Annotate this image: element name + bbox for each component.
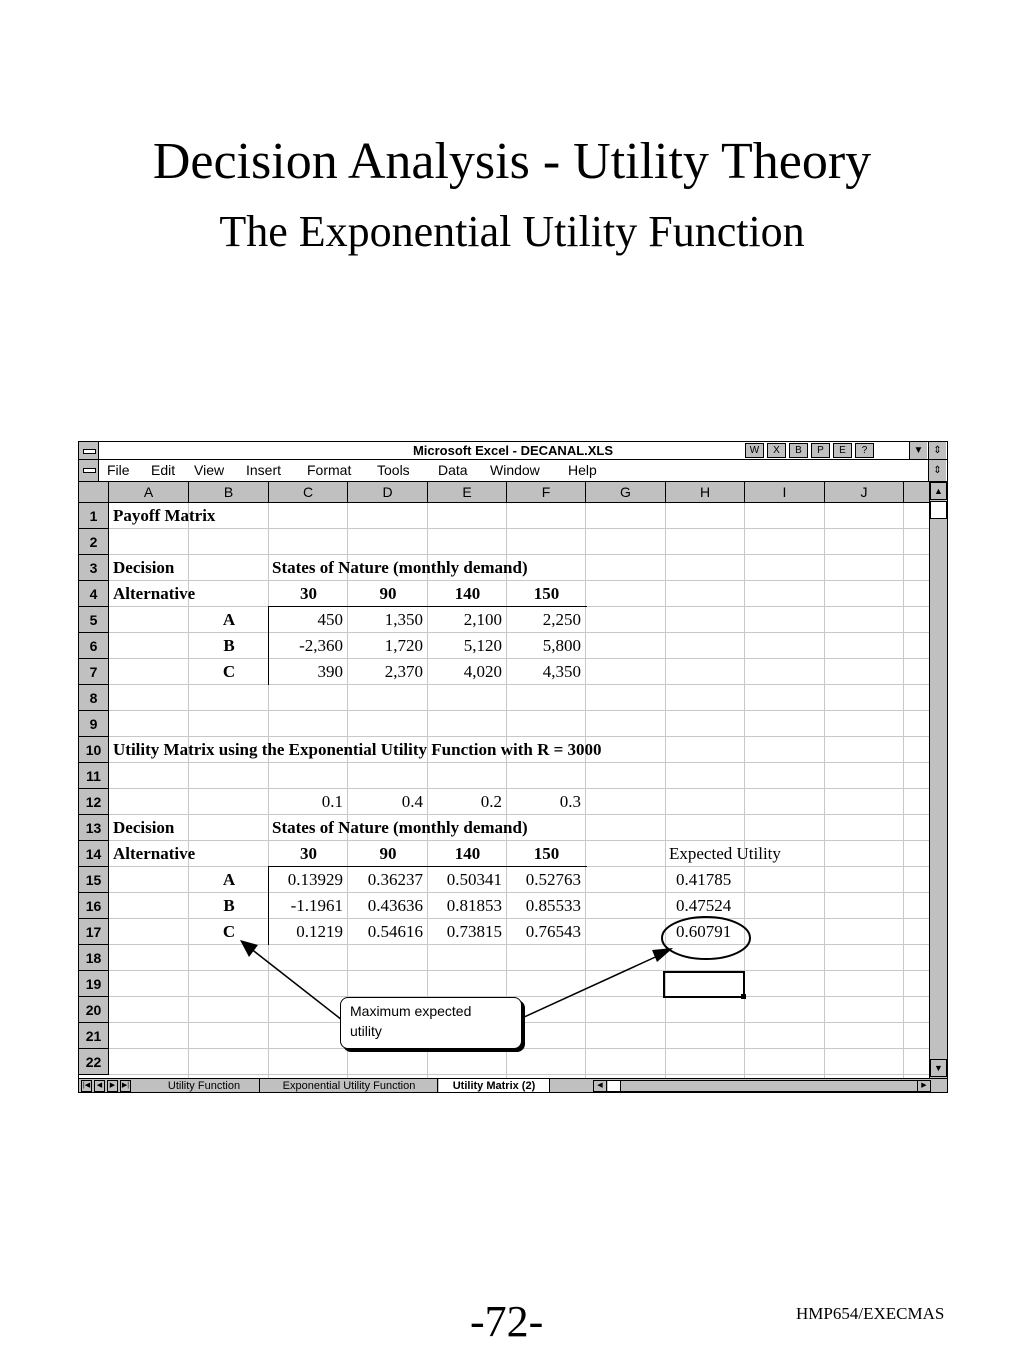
cell-payoff-alt[interactable]: B bbox=[223, 636, 235, 655]
row-header-13[interactable]: 13 bbox=[79, 815, 109, 841]
word-app-icon[interactable]: W bbox=[745, 443, 764, 458]
cell-utility-value[interactable]: -1.1961 bbox=[290, 896, 343, 915]
next-sheet-icon[interactable]: ▶ bbox=[107, 1080, 118, 1092]
cell-payoff-alternative[interactable]: Alternative bbox=[113, 584, 196, 603]
cell-expected-utility[interactable]: 0.41785 bbox=[676, 870, 732, 889]
cell-utility-alternative[interactable]: Alternative bbox=[113, 844, 196, 863]
presentation-app-icon[interactable]: P bbox=[811, 443, 830, 458]
tab-utility-function[interactable]: Utility Function bbox=[149, 1079, 260, 1093]
cell-probability[interactable]: 0.1 bbox=[321, 792, 343, 811]
footer-code: HMP654/EXECMAS bbox=[796, 1304, 945, 1323]
menu-window[interactable]: Window bbox=[490, 462, 540, 478]
cell-payoff-states-header[interactable]: States of Nature (monthly demand) bbox=[272, 558, 528, 577]
row-header-5[interactable]: 5 bbox=[79, 607, 109, 633]
cell-utility-value[interactable]: 0.54616 bbox=[367, 922, 423, 941]
tab-exponential-utility-function[interactable]: Exponential Utility Function bbox=[261, 1079, 438, 1093]
cell-utility-state[interactable]: 150 bbox=[533, 844, 560, 863]
callout-line-1: Maximum expected bbox=[350, 1003, 472, 1019]
cell-payoff-alt[interactable]: A bbox=[222, 610, 236, 629]
menu-format[interactable]: Format bbox=[307, 462, 352, 478]
cell-payoff-value[interactable]: 5,800 bbox=[542, 636, 581, 655]
cell-payoff-value[interactable]: 450 bbox=[317, 610, 343, 629]
cell-payoff-value[interactable]: 2,250 bbox=[542, 610, 581, 629]
cell-utility-states-header[interactable]: States of Nature (monthly demand) bbox=[272, 818, 528, 837]
cell-payoff-state[interactable]: 140 bbox=[454, 584, 481, 603]
column-header-j[interactable]: J bbox=[825, 482, 904, 503]
cell-utility-decision[interactable]: Decision bbox=[113, 818, 175, 837]
cell-payoff-value[interactable]: -2,360 bbox=[299, 636, 343, 655]
help-app-icon[interactable]: ? bbox=[855, 443, 874, 458]
worksheet-grid[interactable] bbox=[79, 482, 929, 1078]
select-all-corner[interactable] bbox=[79, 482, 109, 503]
cell-utility-alt[interactable]: A bbox=[222, 870, 236, 889]
grid-line bbox=[109, 528, 929, 529]
fill-handle[interactable] bbox=[741, 994, 746, 999]
row-header-18[interactable]: 18 bbox=[79, 945, 109, 971]
tab-utility-matrix-2[interactable]: Utility Matrix (2) bbox=[439, 1079, 550, 1093]
cell-utility-value[interactable]: 0.13929 bbox=[287, 870, 343, 889]
column-header-f[interactable]: F bbox=[507, 482, 586, 503]
cell-payoff-value[interactable]: 2,370 bbox=[384, 662, 423, 681]
mail-app-icon[interactable]: E bbox=[833, 443, 852, 458]
cell-payoff-value[interactable]: 4,020 bbox=[463, 662, 502, 681]
active-cell-cursor[interactable] bbox=[663, 971, 745, 998]
cell-probability[interactable]: 0.2 bbox=[480, 792, 502, 811]
utility-table-border-top bbox=[268, 866, 587, 867]
hscroll-thumb[interactable] bbox=[608, 1081, 621, 1091]
prev-sheet-icon[interactable]: ◀ bbox=[94, 1080, 105, 1092]
cell-expected-utility-header[interactable]: Expected Utility bbox=[669, 844, 781, 863]
row-header-14[interactable]: 14 bbox=[79, 841, 109, 867]
cell-utility-value[interactable]: 0.43636 bbox=[367, 896, 423, 915]
sheet-tab-bar bbox=[79, 1078, 947, 1093]
doc-restore-icon[interactable]: ⇕ bbox=[928, 460, 946, 481]
column-header-e[interactable]: E bbox=[428, 482, 507, 503]
window-title: Microsoft Excel - DECANAL.XLS bbox=[412, 443, 614, 458]
cell-payoff-value[interactable]: 1,720 bbox=[384, 636, 423, 655]
cell-payoff-state[interactable]: 90 bbox=[379, 584, 397, 603]
cell-utility-value[interactable]: 0.76543 bbox=[525, 922, 581, 941]
row-header-19[interactable]: 19 bbox=[79, 971, 109, 997]
row-header-16[interactable]: 16 bbox=[79, 893, 109, 919]
row-header-8[interactable]: 8 bbox=[79, 685, 109, 711]
menu-edit[interactable]: Edit bbox=[151, 462, 176, 478]
cell-payoff-alt[interactable]: C bbox=[222, 662, 236, 681]
column-header-b[interactable]: B bbox=[189, 482, 269, 503]
slide-title: Decision Analysis - Utility Theory bbox=[152, 133, 872, 190]
cell-probability[interactable]: 0.4 bbox=[401, 792, 423, 811]
cell-utility-value[interactable]: 0.85533 bbox=[525, 896, 581, 915]
cell-utility-value[interactable]: 0.36237 bbox=[367, 870, 423, 889]
scroll-right-icon[interactable]: ▶ bbox=[917, 1081, 930, 1091]
column-header-g[interactable]: G bbox=[586, 482, 666, 503]
row-header-17[interactable]: 17 bbox=[79, 919, 109, 945]
title-bar bbox=[79, 442, 947, 460]
row-header-9[interactable]: 9 bbox=[79, 711, 109, 737]
menu-help[interactable]: Help bbox=[568, 462, 597, 478]
cell-payoff-decision[interactable]: Decision bbox=[113, 558, 175, 577]
cell-utility-alt[interactable]: C bbox=[222, 922, 236, 941]
cell-payoff-value[interactable]: 2,100 bbox=[463, 610, 502, 629]
row-header-20[interactable]: 20 bbox=[79, 997, 109, 1023]
row-header-2[interactable]: 2 bbox=[79, 529, 109, 555]
row-header-11[interactable]: 11 bbox=[79, 763, 109, 789]
column-header-h[interactable]: H bbox=[666, 482, 745, 503]
cell-utility-title[interactable]: Utility Matrix using the Exponential Utility Function with R = 3000 bbox=[113, 740, 602, 759]
cell-utility-value[interactable]: 0.50341 bbox=[446, 870, 502, 889]
scroll-up-icon[interactable]: ▲ bbox=[930, 482, 947, 500]
cell-expected-utility-max[interactable]: 0.60791 bbox=[676, 922, 732, 941]
app-toolbar bbox=[745, 442, 877, 459]
grid-line bbox=[109, 996, 929, 997]
menu-file[interactable]: File bbox=[107, 462, 130, 478]
payoff-table-border-top bbox=[268, 606, 587, 607]
row-header-15[interactable]: 15 bbox=[79, 867, 109, 893]
row-header-6[interactable]: 6 bbox=[79, 633, 109, 659]
cell-probability[interactable]: 0.3 bbox=[559, 792, 581, 811]
grid-line bbox=[109, 1074, 929, 1075]
column-header-d[interactable]: D bbox=[348, 482, 428, 503]
excel-app-icon[interactable]: X bbox=[767, 443, 786, 458]
column-header-k[interactable] bbox=[904, 482, 929, 503]
grid-line bbox=[109, 710, 929, 711]
cell-expected-utility[interactable]: 0.47524 bbox=[676, 896, 732, 915]
row-header-1[interactable]: 1 bbox=[79, 503, 109, 529]
cell-utility-value[interactable]: 0.52763 bbox=[525, 870, 581, 889]
menu-data[interactable]: Data bbox=[438, 462, 468, 478]
grid-line bbox=[109, 970, 929, 971]
first-sheet-icon[interactable]: |◀ bbox=[81, 1080, 92, 1092]
vertical-scrollbar[interactable] bbox=[929, 482, 947, 1078]
row-header-12[interactable]: 12 bbox=[79, 789, 109, 815]
utility-table-border-left bbox=[268, 866, 269, 945]
cell-utility-alt[interactable]: B bbox=[223, 896, 235, 915]
grid-line bbox=[903, 503, 904, 1078]
row-header-4[interactable]: 4 bbox=[79, 581, 109, 607]
cell-utility-state[interactable]: 90 bbox=[379, 844, 397, 863]
scroll-thumb[interactable] bbox=[930, 501, 947, 519]
row-header-21[interactable]: 21 bbox=[79, 1023, 109, 1049]
restore-icon[interactable]: ⇕ bbox=[928, 442, 946, 459]
column-header-i[interactable]: I bbox=[745, 482, 825, 503]
document-control-menu[interactable] bbox=[79, 460, 99, 481]
scroll-down-icon[interactable]: ▼ bbox=[930, 1059, 947, 1077]
column-header-a[interactable]: A bbox=[109, 482, 189, 503]
cell-utility-value[interactable]: 0.1219 bbox=[296, 922, 343, 941]
menu-insert[interactable]: Insert bbox=[246, 462, 282, 478]
column-header-c[interactable]: C bbox=[269, 482, 348, 503]
payoff-table-border-left bbox=[268, 606, 269, 685]
cell-payoff-state[interactable]: 150 bbox=[533, 584, 560, 603]
row-header-3[interactable]: 3 bbox=[79, 555, 109, 581]
grid-line bbox=[824, 503, 825, 1078]
cell-utility-state[interactable]: 140 bbox=[454, 844, 481, 863]
excel-window bbox=[78, 441, 948, 1093]
grid-line bbox=[109, 1048, 929, 1049]
horizontal-scrollbar[interactable] bbox=[593, 1080, 931, 1092]
scroll-left-icon[interactable]: ◀ bbox=[594, 1081, 607, 1091]
cell-payoff-value[interactable]: 4,350 bbox=[542, 662, 581, 681]
callout-box bbox=[340, 997, 522, 1049]
cell-payoff-title[interactable]: Payoff Matrix bbox=[113, 506, 216, 525]
cell-payoff-value[interactable]: 5,120 bbox=[463, 636, 502, 655]
menu-tools[interactable]: Tools bbox=[377, 462, 410, 478]
last-sheet-icon[interactable]: ▶| bbox=[120, 1080, 131, 1092]
callout-line-2: utility bbox=[350, 1023, 382, 1039]
cell-utility-value[interactable]: 0.73815 bbox=[446, 922, 502, 941]
menu-view[interactable]: View bbox=[194, 462, 225, 478]
row-header-10[interactable]: 10 bbox=[79, 737, 109, 763]
cell-utility-state[interactable]: 30 bbox=[300, 844, 317, 863]
row-header-22[interactable]: 22 bbox=[79, 1049, 109, 1075]
row-header-7[interactable]: 7 bbox=[79, 659, 109, 685]
minimize-icon[interactable]: ▼ bbox=[909, 442, 927, 459]
menu-bar bbox=[79, 460, 947, 482]
cell-payoff-state[interactable]: 30 bbox=[300, 584, 317, 603]
database-app-icon[interactable]: B bbox=[789, 443, 808, 458]
cell-utility-value[interactable]: 0.81853 bbox=[446, 896, 502, 915]
slide-subtitle: The Exponential Utility Function bbox=[219, 207, 805, 256]
page-number: -72- bbox=[470, 1297, 544, 1346]
cell-payoff-value[interactable]: 390 bbox=[317, 662, 343, 681]
cell-payoff-value[interactable]: 1,350 bbox=[384, 610, 423, 629]
